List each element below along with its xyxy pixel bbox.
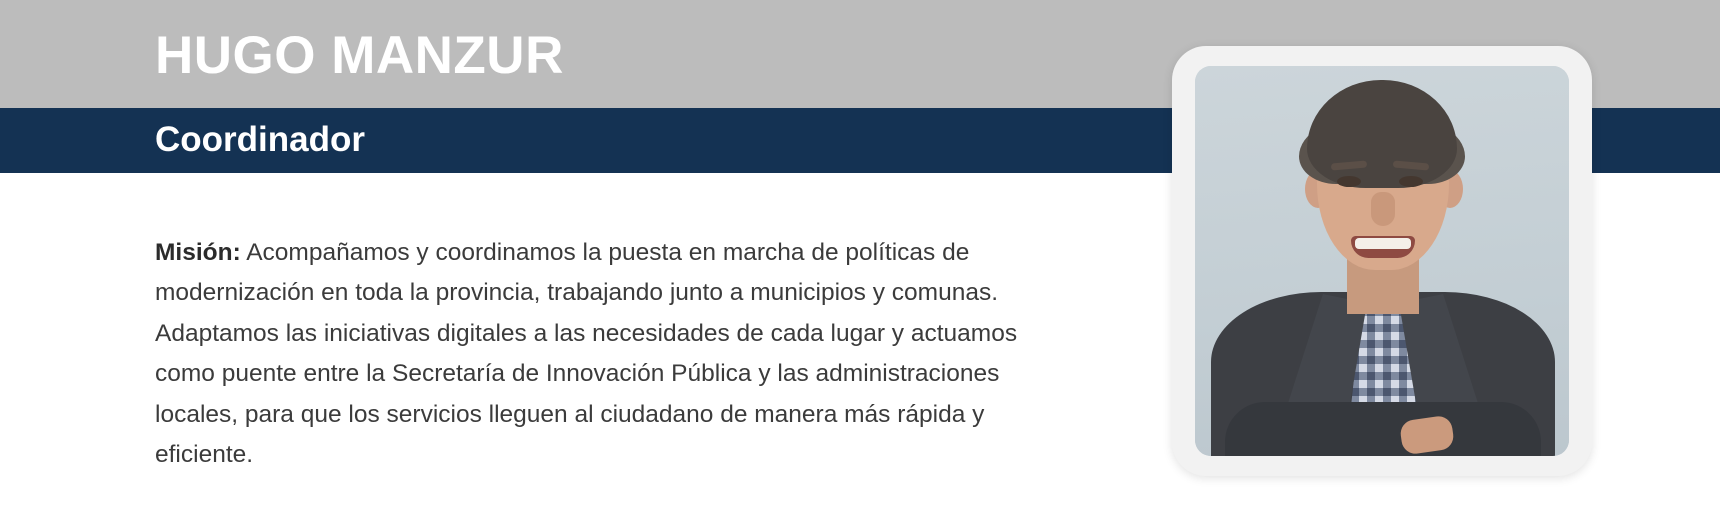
photo-teeth	[1355, 238, 1411, 249]
portrait-photo	[1195, 66, 1569, 456]
mission-text: Acompañamos y coordinamos la puesta en marcha de políticas de modernización en toda la provincia, trabajando junto a municipios y comunas. Adaptamos las iniciativas digitales a las necesidades de cada lugar y actuamos como puente entre la Secretaría de Innovación Pública y las administraciones locales, para que los servicios lleguen al ciudadano de manera más rápida y eficiente.	[155, 238, 1018, 468]
photo-eye-left	[1337, 176, 1361, 187]
person-name: HUGO MANZUR	[155, 26, 564, 85]
mission-label: Misión:	[155, 238, 241, 266]
portrait-frame	[1172, 46, 1592, 476]
photo-nose	[1371, 192, 1395, 226]
person-role: Coordinador	[155, 120, 365, 159]
mission-paragraph	[155, 233, 1035, 476]
photo-mouth	[1351, 236, 1415, 258]
photo-crossed-arms	[1225, 402, 1541, 456]
photo-eye-right	[1399, 176, 1423, 187]
